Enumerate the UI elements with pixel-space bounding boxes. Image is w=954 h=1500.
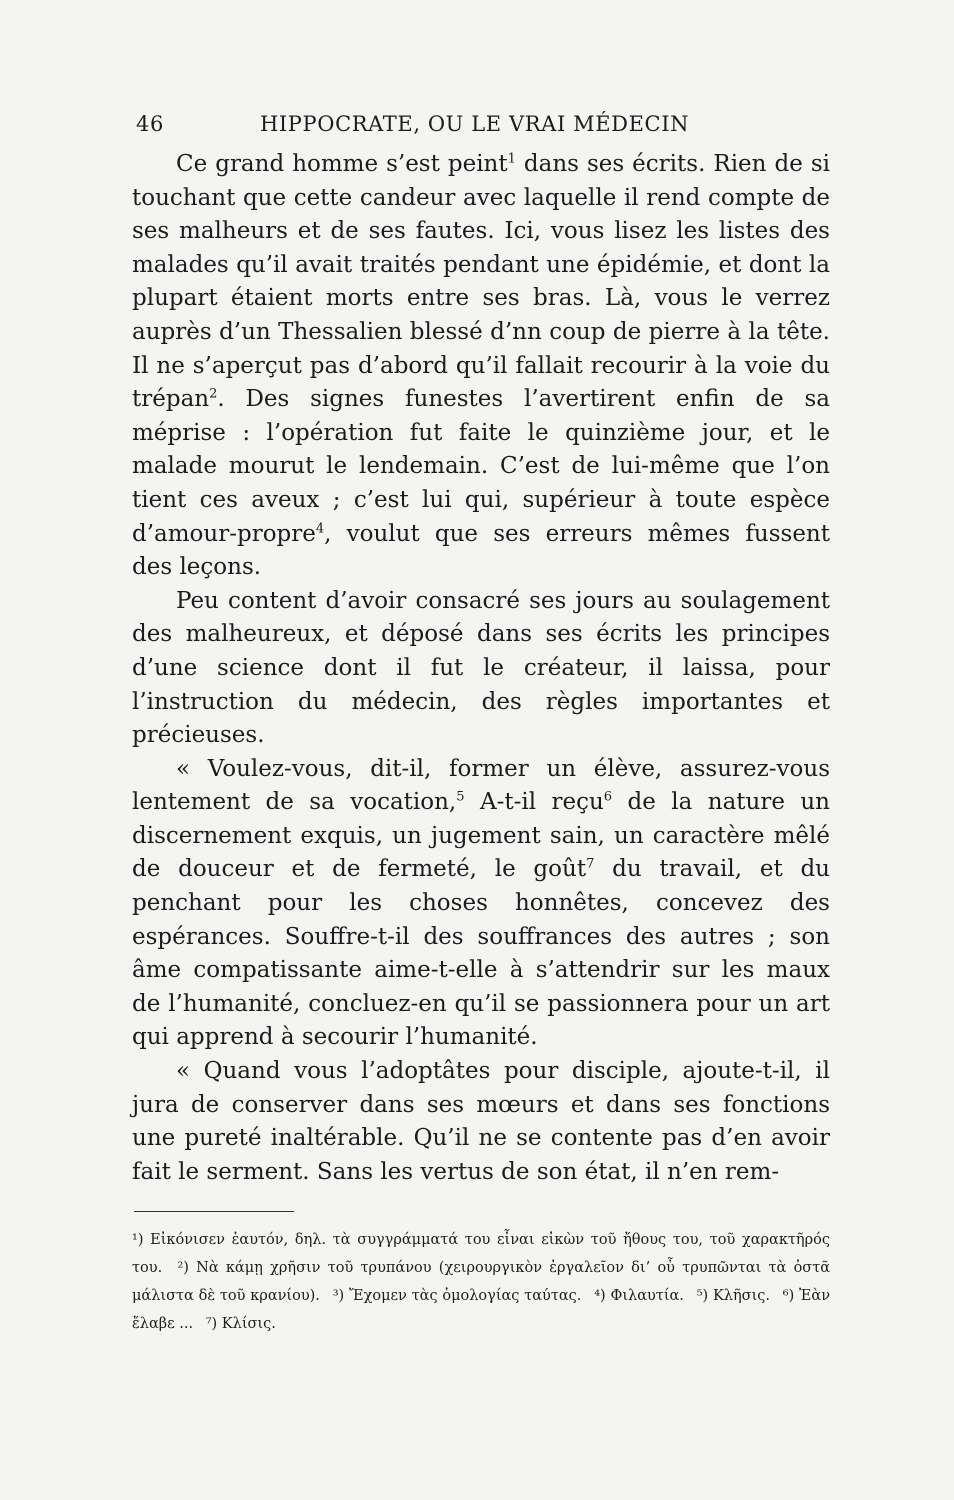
book-page (132, 112, 830, 1338)
footnote-ref: 1 (507, 151, 516, 167)
paragraph: Peu content d’avoir consacré ses jours au soulagement des malheureux, et déposé dans ses écrits les principes d’une science dont il fut le créateur, il laissa, pour l’instruction du médecin, des règles importantes et précieuses. (132, 587, 830, 749)
footnote: ⁷) Κλίσις. (205, 1316, 276, 1333)
footnote: ⁵) Κλῆσις. (696, 1288, 770, 1305)
paragraph: Ce grand homme s’est peint$^1$ dans ses écrits. Rien de si touchant que cette candeur avec laquelle il rend compte de ses malheurs et de ses fautes. Ici, vous lisez les listes des malades qu’il avait traités pendant une épidémie, et dont la plupart étaient morts entre ses bras. Là, vous le verrez auprès d’un Thessalien blessé d’nn coup de pierre à la tête. Il ne s’aperçut pas d’abord qu’il fallait recourir à la voie du trépan$^2$. Des signes funestes l’avertirent enfin de sa méprise : l’opération fut faite le quinzième jour, et le malade mourut le lendemain. C’est de lui-même que l’on tient ces aveux ; c’est lui qui, supérieur à toute espèce d’amour-propre$^4$, voulut que ses erreurs mêmes fussent des leçons. (132, 151, 830, 581)
footnote-ref: 7 (586, 856, 595, 872)
page-number: 46 (136, 112, 164, 136)
footnote-ref: 5 (456, 789, 465, 805)
footnote: ³) Ἔχομεν τὰς ὁμολογίας ταύτας. (332, 1288, 582, 1305)
paragraph: « Quand vous l’adoptâtes pour disciple, ajoute-t-il, il jura de conserver dans ses mœurs et dans ses fonctions une pureté inaltérable. Qu’il ne se contente pas d’en avoir fait le serment. Sans les vertus de son état, il n’en rem- (132, 1058, 830, 1185)
footnote: ⁴) Φιλαυτία. (594, 1288, 684, 1305)
footnote: ²) Νὰ κάμῃ χρῆσιν τοῦ τρυπάνου (χειρουργικὸν ἐργαλεῖον δι’ οὗ τρυπῶνται τὰ ὀστᾶ μάλιστα δὲ τοῦ κρανίου). (132, 1260, 831, 1305)
running-title: HIPPOCRATE, OU LE VRAI MÉDECIN (260, 112, 690, 136)
footnote-divider (134, 1211, 294, 1212)
footnote: ¹) Εἰκόνισεν ἑαυτόν, δηλ. τὰ συγγράμματά του εἶναι εἰκὼν τοῦ ἤθους του, τοῦ χαρακτῆρός του. (132, 1232, 830, 1277)
paragraph: « Voulez-vous, dit-il, former un élève, assurez-vous lentement de sa vocation,$^5$ A-t-il reçu$^6$ de la nature un discernement exquis, un jugement sain, un caractère mêlé de douceur et de fermeté, le goût$^7$ du travail, et du penchant pour les choses honnêtes, concevez des espérances. Souffre-t-il des souffrances des autres ; son âme compatissante aime-t-elle à s’attendrir sur les maux de l’humanité, concluez-en qu’il se passionnera pour un art qui apprend à secourir l’humanité. (132, 755, 830, 1051)
footnote-ref: 4 (315, 520, 325, 536)
running-head (132, 112, 830, 148)
footnote-ref: 2 (209, 386, 218, 402)
footnote: ⁶) Ἐὰν ἔλαβε ... (132, 1288, 831, 1333)
footnotes (132, 1226, 830, 1338)
main-text (132, 148, 830, 1189)
footnote-ref: 6 (603, 789, 613, 805)
